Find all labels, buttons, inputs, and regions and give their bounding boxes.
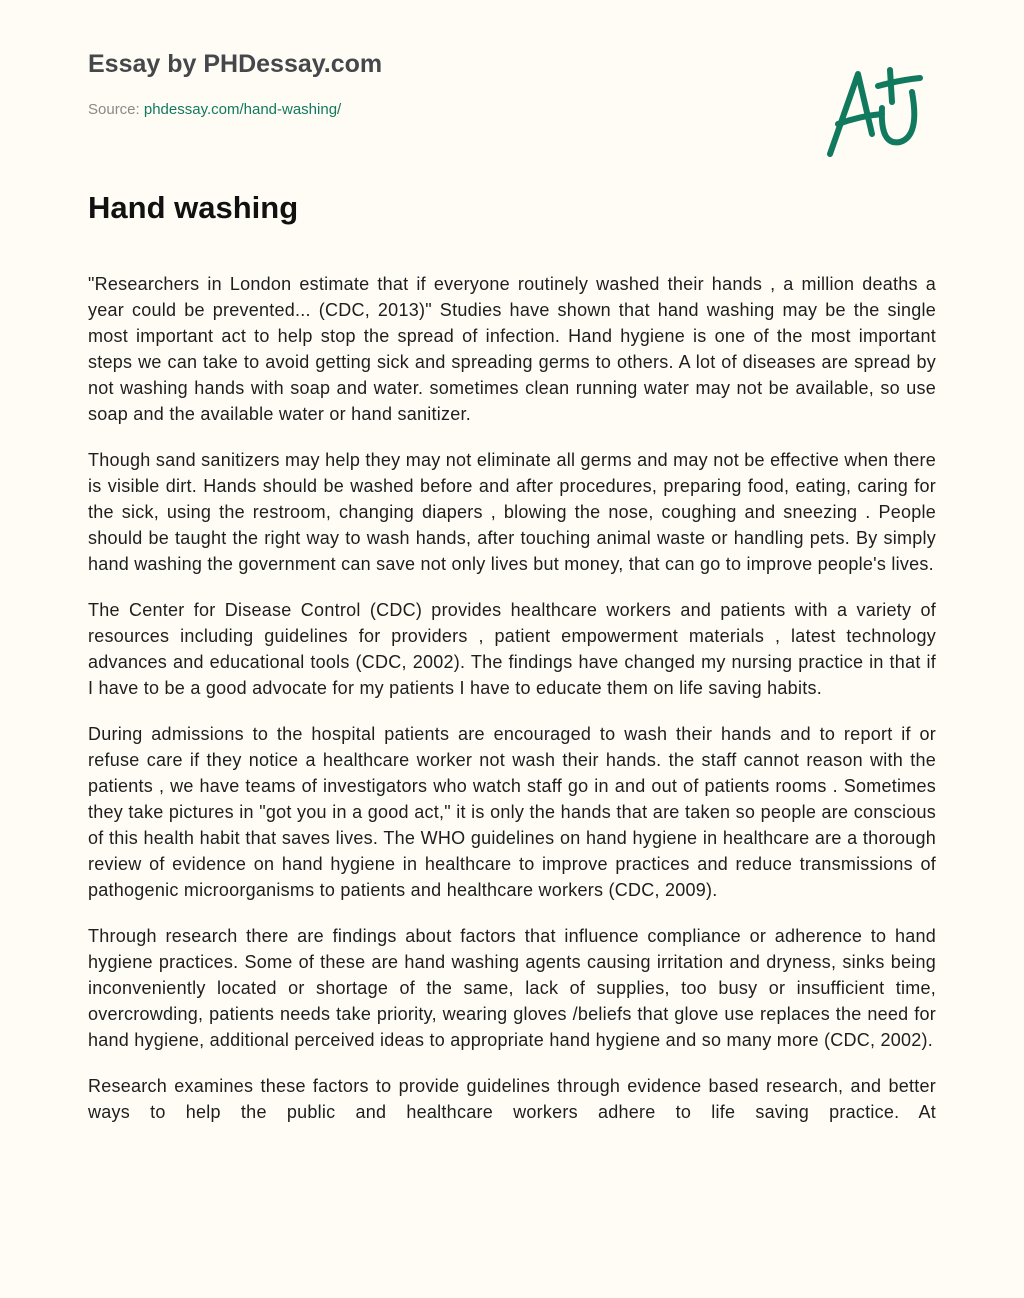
source-line <box>88 101 341 118</box>
site-brand: Essay by PHDessay.com <box>88 50 383 78</box>
source-label: Source: <box>88 101 144 118</box>
source-link[interactable]: phdessay.com/hand-washing/ <box>143 101 342 118</box>
paragraph: Though sand sanitizers may help they may not eliminate all germs and may not be effective when there is visible dirt. Hands should be washed before and after procedures, preparing food, eating, caring for the sick, using the restroom, changing diapers , blowing the nose, coughing and sneezing . People should be taught the right way to wash hands, after touching animal waste or handling pets. By simply hand washing the government can save not only lives but money, that can go to improve people's lives. <box>88 450 936 574</box>
paragraph: Research examines these factors to provide guidelines through evidence based research, and better ways to help the public and healthcare workers adhere to life saving practice. At <box>88 1076 936 1122</box>
paragraph: During admissions to the hospital patients are encouraged to wash their hands and to report if or refuse care if they notice a healthcare worker not wash their hands. the staff cannot reason with the patients , we have teams of investigators who watch staff go in and out of patients rooms . Sometimes they take pictures in "got you in a good act," it is only the hands that are taken so people are conscious of this health habit that saves lives. The WHO guidelines on hand hygiene in healthcare are a thorough review of evidence on hand hygiene in healthcare to improve practices and reduce transmissions of pathogenic microorganisms to patients and healthcare workers (CDC, 2009). <box>88 724 936 900</box>
paragraph: The Center for Disease Control (CDC) provides healthcare workers and patients with a variety of resources including guidelines for providers , patient empowerment materials , latest technology advances and educational tools (CDC, 2002). The findings have changed my nursing practice in that if I have to be a good advocate for my patients I have to educate them on life saving habits. <box>88 600 936 698</box>
page-title: Hand washing <box>88 190 299 225</box>
paragraph: Through research there are findings about factors that influence compliance or adherence to hand hygiene practices. Some of these are hand washing agents causing irritation and dryness, sinks being inconveniently located or shortage of the same, lack of supplies, too busy or insufficient time, overcrowding, patients needs take priority, wearing gloves /beliefs that glove use replaces the need for hand hygiene, additional perceived ideas to appropriate hand hygiene and so many more (CDC, 2002). <box>88 926 936 1050</box>
paragraph: "Researchers in London estimate that if everyone routinely washed their hands , a million deaths a year could be prevented... (CDC, 2013)" Studies have shown that hand washing may be the single most important act to help stop the spread of infection. Hand hygiene is one of the most important steps we can take to avoid getting sick and spreading germs to others. A lot of diseases are spread by not washing hands with soap and water. sometimes clean running water may not be available, so use soap and the available water or hand sanitizer. <box>88 274 936 424</box>
a-plus-logo-icon <box>820 64 930 164</box>
essay-body <box>88 271 936 1254</box>
